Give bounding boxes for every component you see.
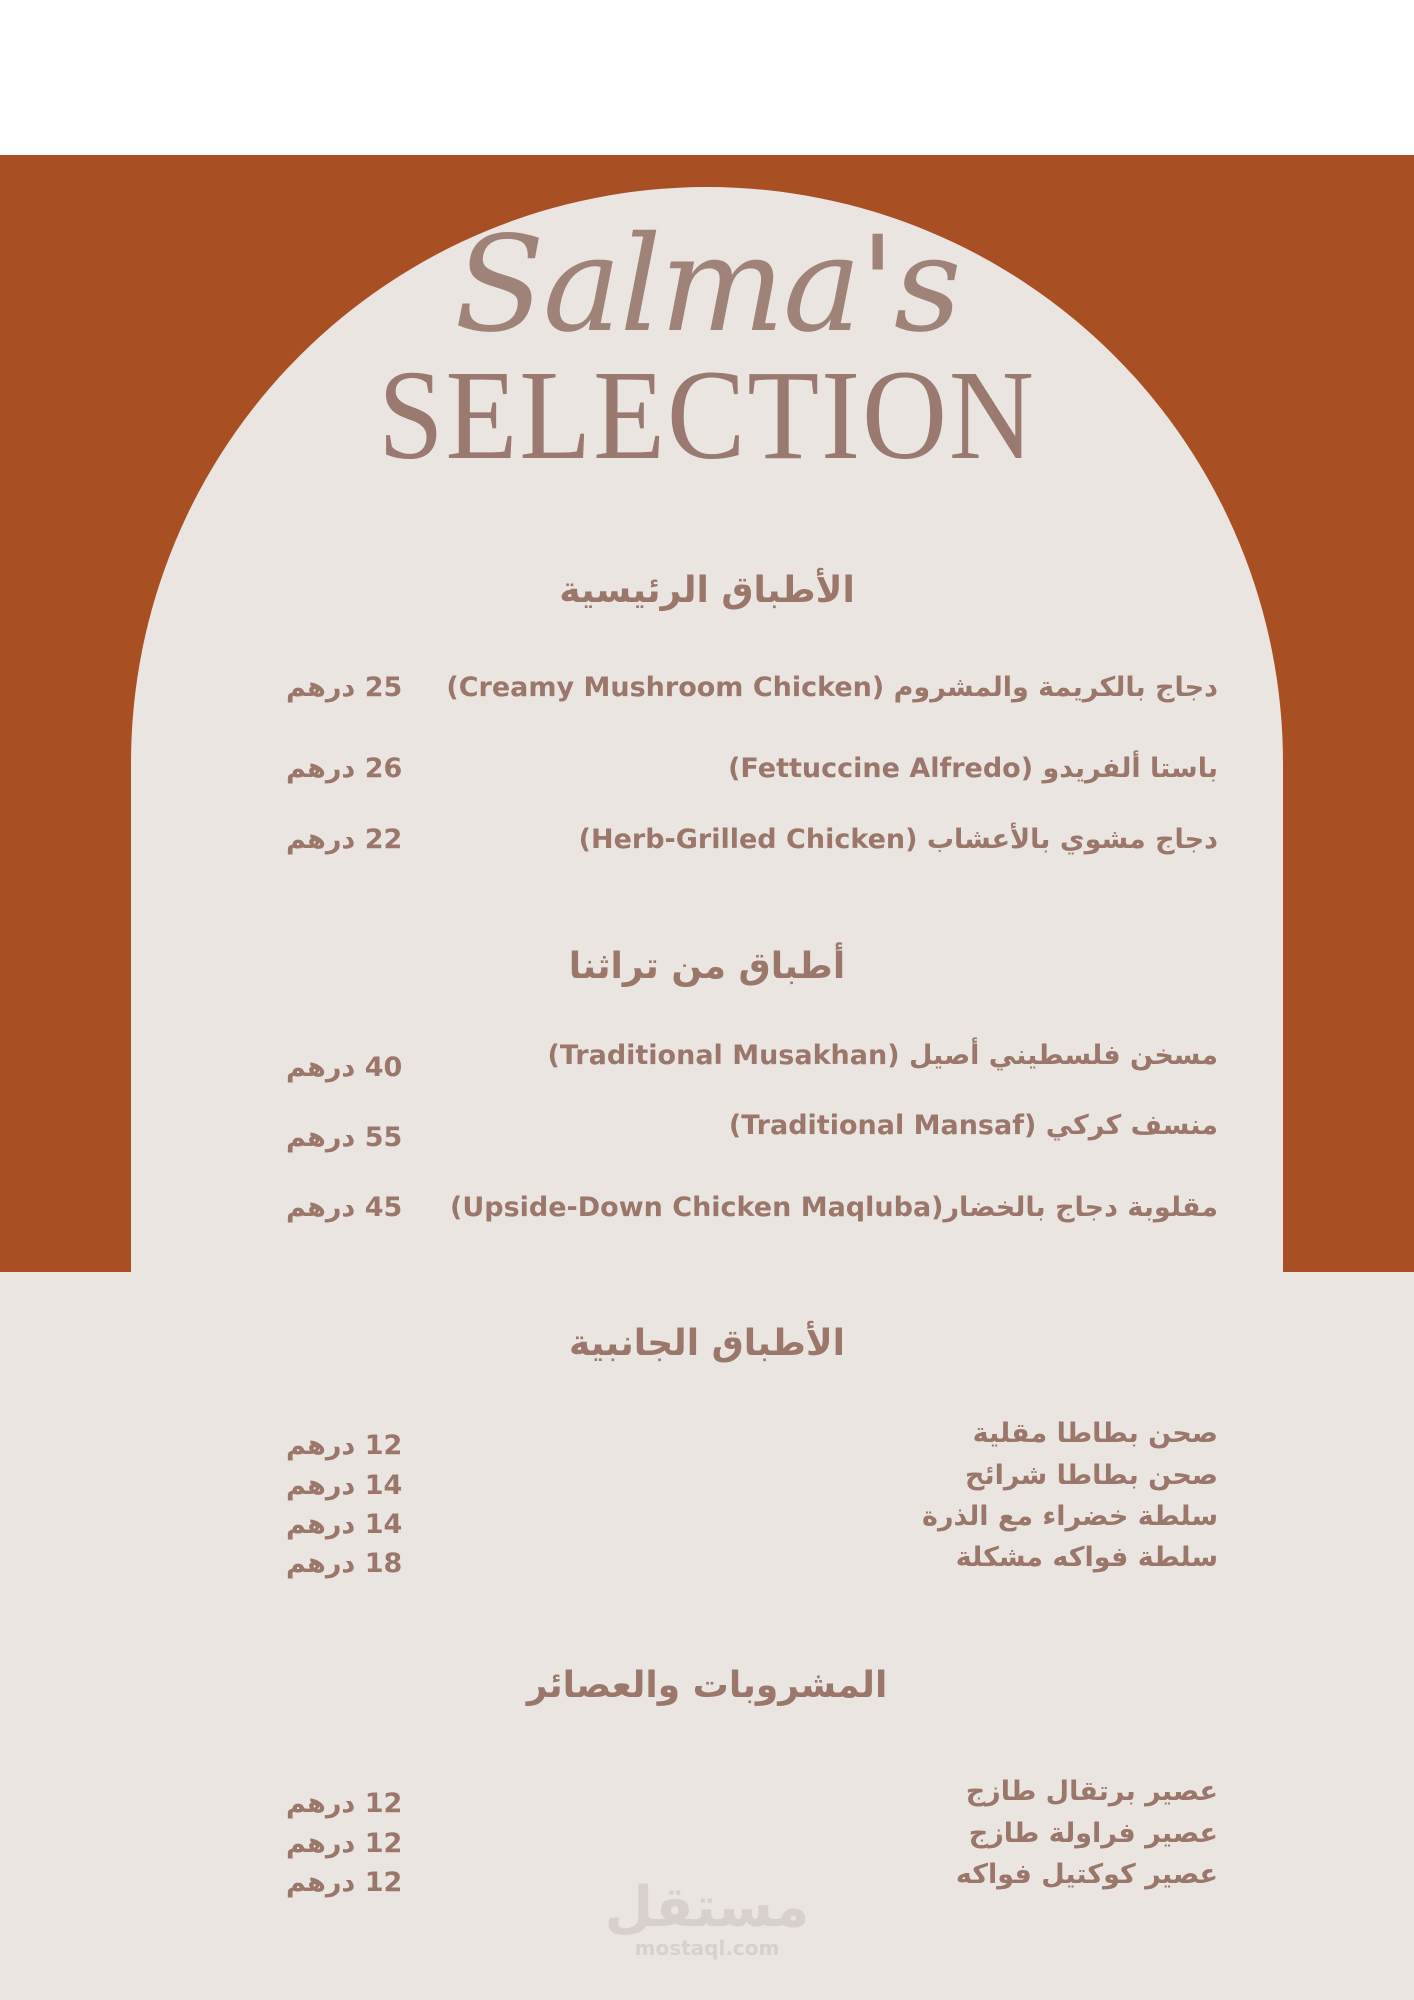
menu-item: [286, 1501, 1218, 1541]
item-price: 12 درهم: [286, 1828, 403, 1859]
item-price: 22 درهم: [286, 824, 403, 855]
watermark-arabic: مستقل: [604, 1875, 810, 1940]
item-price: 12 درهم: [286, 1788, 403, 1819]
watermark-latin: mostaql.com: [634, 1936, 780, 1960]
item-name: عصير كوكتيل فواكه: [955, 1859, 1218, 1890]
menu-item: [286, 753, 1218, 793]
menu-item: [286, 1418, 1218, 1461]
section-title-heritage-dishes: أطباق من تراثنا: [568, 946, 846, 987]
item-price: 12 درهم: [286, 1430, 403, 1461]
item-name: مقلوبة دجاج بالخضار(Upside-Down Chicken Maqluba): [449, 1192, 1218, 1223]
item-name: سلطة خضراء مع الذرة: [922, 1501, 1218, 1532]
item-price: 14 درهم: [286, 1470, 403, 1501]
item-price: 45 درهم: [286, 1192, 403, 1223]
item-name: سلطة فواكه مشكلة: [955, 1542, 1218, 1573]
menu-item: [286, 1818, 1218, 1858]
menu-item: [286, 1542, 1218, 1582]
menu-item: [286, 1040, 1218, 1083]
item-price: 18 درهم: [286, 1548, 403, 1579]
item-price: 25 درهم: [286, 672, 403, 703]
item-price: 14 درهم: [286, 1509, 403, 1540]
item-name: دجاج بالكريمة والمشروم (Creamy Mushroom Chicken): [446, 672, 1218, 703]
menu-item: [286, 824, 1218, 864]
item-name: صحن بطاطا مقلية: [972, 1418, 1218, 1449]
menu-item: [286, 1110, 1218, 1153]
item-name: منسف كركي (Traditional Mansaf): [728, 1110, 1218, 1141]
logo-script: Salma's: [454, 208, 960, 362]
section-title-drinks: المشروبات والعصائر: [526, 1665, 888, 1706]
section-title-main-dishes: الأطباق الرئيسية: [559, 570, 855, 611]
watermark: [600, 1875, 814, 1960]
item-price: 12 درهم: [286, 1867, 403, 1898]
logo-caps: SELECTION: [378, 344, 1036, 486]
item-name: عصير برتقال طازج: [965, 1776, 1218, 1807]
menu-item: [286, 1192, 1218, 1232]
logo: [0, 208, 1414, 486]
item-name: صحن بطاطا شرائح: [965, 1460, 1218, 1491]
item-name: مسخن فلسطيني أصيل (Traditional Musakhan): [547, 1040, 1218, 1071]
item-name: دجاج مشوي بالأعشاب (Herb-Grilled Chicken): [578, 824, 1218, 855]
item-price: 26 درهم: [286, 753, 403, 784]
item-price: 40 درهم: [286, 1052, 403, 1083]
item-name: باستا ألفريدو (Fettuccine Alfredo): [728, 753, 1218, 784]
item-price: 55 درهم: [286, 1122, 403, 1153]
menu-item: [286, 1776, 1218, 1819]
menu-item: [286, 1460, 1218, 1500]
item-name: عصير فراولة طازج: [968, 1818, 1218, 1849]
menu-item: [286, 672, 1218, 712]
section-title-side-dishes: الأطباق الجانبية: [568, 1323, 846, 1364]
